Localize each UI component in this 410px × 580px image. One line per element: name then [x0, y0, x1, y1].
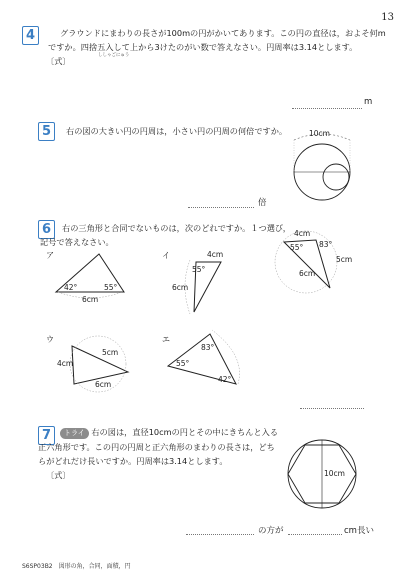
- option-e-label[interactable]: エ: [162, 335, 170, 344]
- question-6-number: 6: [38, 220, 55, 239]
- question-5-number: 5: [38, 122, 55, 141]
- option-a-label[interactable]: ア: [46, 251, 54, 260]
- q7-line1-text: 右の図は，直径10cmの円とその中にきちんと入る: [91, 427, 279, 437]
- option-i-top-side: 4cm: [207, 250, 224, 259]
- q4-formula-label: 〔式〕: [46, 56, 71, 66]
- ref-angle-right: 83°: [319, 240, 333, 249]
- q4-ruby: ししゃごにゅう: [98, 53, 130, 58]
- option-a-angle-2: 55°: [104, 283, 118, 292]
- q5-diameter-label: 10cm: [309, 129, 330, 138]
- ref-angle-left: 55°: [290, 243, 304, 252]
- option-u-left-side: 4cm: [57, 359, 74, 368]
- option-u-top-side: 5cm: [102, 348, 119, 357]
- q7-text-line3: らがどれだけ長いですか。円周率は3.14とします。: [38, 456, 228, 466]
- page-number: 13: [381, 12, 394, 23]
- q6-text-line1: 右の三角形と合同でないものは，次のどれですか。１つ選び，: [62, 223, 291, 233]
- question-7-number: 7: [38, 426, 55, 445]
- q7-answer-mid-text: の方が: [258, 526, 284, 536]
- option-e-angle-3: 42°: [218, 375, 232, 384]
- q7-diameter-label: 10cm: [324, 469, 345, 478]
- footer-text: S6SP03B2 図形の角，合同，面積，円: [22, 563, 131, 570]
- q7-answer-blank-2[interactable]: [288, 534, 342, 535]
- q4-unit: m: [364, 97, 373, 107]
- option-a-angle-1: 42°: [64, 283, 78, 292]
- option-a-side: 6cm: [82, 295, 99, 304]
- option-i-label[interactable]: イ: [162, 251, 170, 260]
- q6-text-line2: 記号で答えなさい。: [40, 237, 114, 247]
- q5-unit: 倍: [258, 198, 267, 208]
- try-tag: トライ: [60, 428, 89, 439]
- q7-text-line2: 正六角形です。この円の円周と正六角形のまわりの長さは，どち: [38, 442, 275, 452]
- q7-answer-end-text: cm長い: [344, 526, 374, 536]
- q4-text-line1: グラウンドにまわりの長さが100mの円がかいてあります。この円の直径は，およそ何m: [60, 28, 386, 38]
- q7-formula-label: 〔式〕: [46, 470, 71, 480]
- q5-text-line1: 右の図の大きい円の円周は，小さい円の円周の何倍ですか。: [66, 126, 288, 136]
- option-u-bottom-side: 6cm: [95, 380, 112, 389]
- option-e-angle-1: 83°: [201, 343, 215, 352]
- option-i-left-side: 6cm: [172, 283, 189, 292]
- ref-top-side: 4cm: [294, 229, 311, 238]
- q7-answer-blank-1[interactable]: [186, 534, 254, 535]
- option-e-angle-2: 55°: [176, 359, 190, 368]
- ref-right-side: 5cm: [336, 255, 353, 264]
- option-u-label[interactable]: ウ: [46, 335, 54, 344]
- question-4-number: 4: [22, 26, 39, 45]
- option-i-angle: 55°: [192, 265, 206, 274]
- q4-text-line2: ですか。四捨五入して上から3けたのがい数で答えなさい。円周率は3.14とします。: [48, 42, 358, 52]
- ref-bottom-side: 6cm: [299, 269, 316, 278]
